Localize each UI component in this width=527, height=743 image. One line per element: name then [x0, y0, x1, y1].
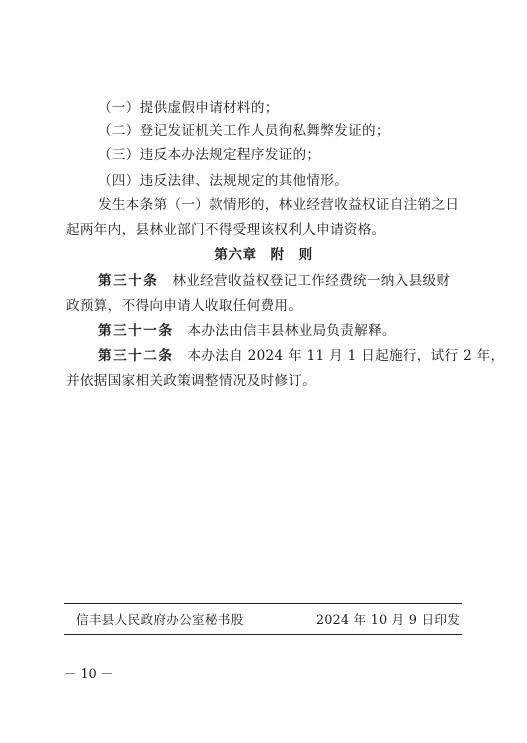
- chapter-title-part: 附: [270, 247, 285, 263]
- list-item: （三）违反本办法规定程序发证的；: [98, 147, 321, 163]
- list-item: （二）登记发证机关工作人员徇私舞弊发证的；: [98, 123, 390, 139]
- paragraph-line: 发生本条第（一）款情形的，林业经营收益权证自注销之日: [98, 197, 460, 213]
- footer-top-rule: [64, 603, 462, 604]
- article-text: 本办法由信丰县林业局负责解释。: [187, 323, 396, 339]
- page-number: － 10 －: [64, 666, 114, 681]
- article-30: [98, 271, 450, 291]
- chapter-number: 第六章: [214, 247, 257, 263]
- article-text: 本办法自 2024 年 11 月 1 日起施行，试行 2 年，: [187, 348, 505, 364]
- article-text-line: 并依据国家相关政策调整情况及时修订。: [66, 373, 317, 389]
- footer-issuer: 信丰县人民政府办公室秘书股: [76, 612, 244, 627]
- chapter-heading: [0, 245, 527, 265]
- footer-date: 2024 年 10 月 9 日印发: [316, 612, 461, 627]
- article-text: 林业经营收益权登记工作经费统一纳入县级财: [172, 273, 451, 289]
- article-heading: 第三十条: [98, 273, 159, 289]
- list-item: （一）提供虚假申请材料的；: [98, 100, 279, 116]
- article-heading: 第三十一条: [98, 323, 174, 339]
- article-text-line: 政预算，不得向申请人收取任何费用。: [66, 298, 303, 314]
- list-item: （四）违反法律、法规规定的其他情形。: [98, 173, 349, 189]
- article-32: [98, 346, 504, 366]
- article-heading: 第三十二条: [98, 348, 174, 364]
- article-31: [98, 321, 396, 341]
- chapter-title-part: 则: [298, 247, 313, 263]
- paragraph-line: 起两年内，县林业部门不得受理该权利人申请资格。: [66, 222, 386, 238]
- footer-bottom-rule: [64, 634, 462, 635]
